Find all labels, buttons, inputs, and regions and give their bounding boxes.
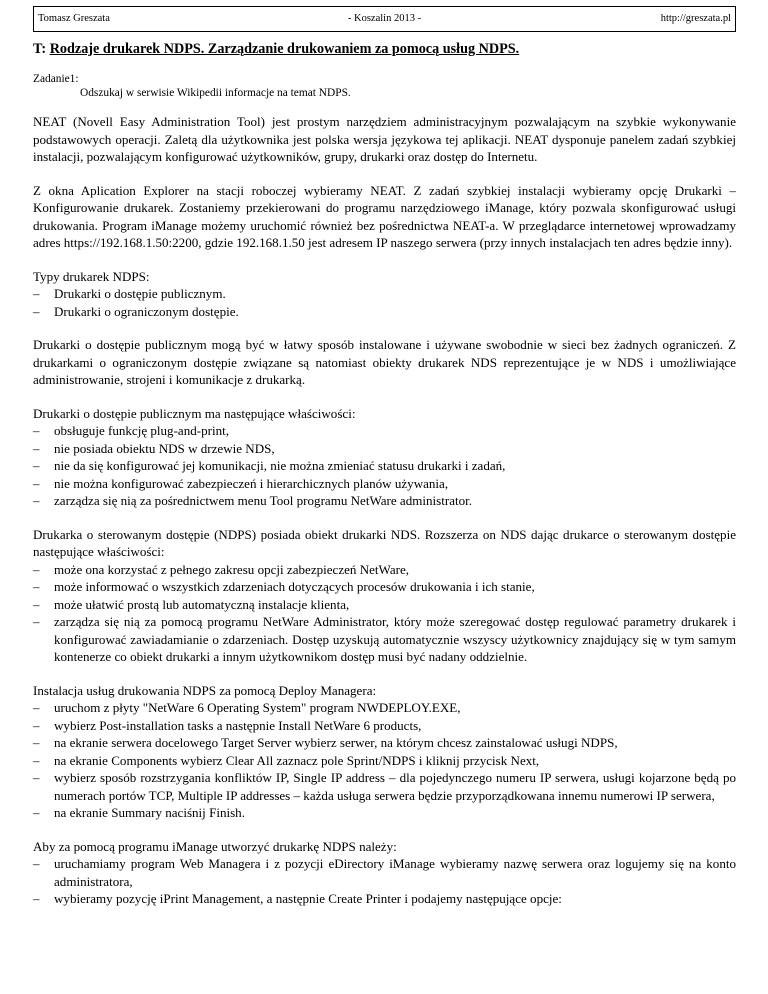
list-item: – nie da się konfigurować jej komunikacji, nie można zmieniać statusu drukarki i zadań, [33,457,736,475]
public-properties-list [33,422,736,510]
list-item: – może ona korzystać z pełnego zakresu opcji zabezpieczeń NetWare, [33,561,736,579]
imanage-printer-lead: Aby za pomocą programu iManage utworzyć drukarkę NDPS należy: [33,838,397,854]
deploy-manager-steps [33,699,736,822]
imanage-printer-steps [33,855,736,908]
list-item: – na ekranie serwera docelowego Target Server wybierz serwer, na którym chcesz zainstalować usługi NDPS, [33,734,736,752]
document-title [33,41,736,58]
header-author: Tomasz Greszata [38,13,110,24]
list-item: – nie posiada obiektu NDS w drzewie NDS, [33,440,736,458]
deploy-manager-lead: Instalacja usług drukowania NDPS za pomocą Deploy Managera: [33,682,377,698]
list-item: – wybierz Post-installation tasks a następnie Install NetWare 6 products, [33,717,736,735]
list-item: – nie można konfigurować zabezpieczeń i hierarchicznych planów używania, [33,475,736,493]
controlled-properties-lead: Drukarka o sterowanym dostępie (NDPS) posiada obiekt drukarki NDS. Rozszerza on NDS dając drukarce o sterowanym dostępie następujące właściwości: [33,526,736,559]
printer-types-lead: Typy drukarek NDPS: [33,268,150,284]
page-header [33,6,736,32]
list-item: – obsługuje funkcję plug-and-print, [33,422,736,440]
list-item: – Drukarki o ograniczonym dostępie. [33,303,736,321]
document-page [33,0,736,908]
list-item: – zarządza się nią za pomocą programu NetWare Administrator, który może szeregować dostęp regulować parametry drukarek i konfigurować zawiadamianie o zdarzeniach. Dostęp uzyskują automatycznie wszyscy użytkownicy znajdujący się w tym samym kontenerze co obiekt drukarki a innym użytkownikom dostęp musi być nadany oddzielnie. [33,613,736,666]
header-url: http://greszata.pl [660,13,731,24]
paragraph-public-printers: Drukarki o dostępie publicznym mogą być w łatwy sposób instalowane i używane swobodnie w sieci bez żadnych ograniczeń. Z drukarkami o ograniczonym dostępie związane są natomiast obiekty drukarek NDS reprezentujące je w NDS i umożliwiające administrowanie, strojeni i komunikacje z drukarką. [33,337,736,387]
list-item: – może ułatwić prostą lub automatyczną instalacje klienta, [33,596,736,614]
public-properties-lead: Drukarki o dostępie publicznym ma następujące właściwości: [33,405,356,421]
title-prefix: T: [33,41,50,57]
task-text: Odszukaj w serwisie Wikipedii informacje na temat NDPS. [80,87,351,99]
list-item: – na ekranie Components wybierz Clear All zaznacz pole Sprint/NDPS i kliknij przycisk Next, [33,752,736,770]
list-item: – wybieramy pozycję iPrint Management, a następnie Create Printer i podajemy następujące opcje: [33,890,736,908]
list-item: – uruchamiamy program Web Managera i z pozycji eDirectory iManage wybieramy nazwę serwera oraz logujemy się na konto administratora, [33,855,736,890]
controlled-properties-list [33,561,736,666]
list-item: – wybierz sposób rozstrzygania konfliktów IP, Single IP address – dla pojedynczego numeru IP serwera, usługi kojarzone będą po numerach portów TCP, Multiple IP addresses – każda usługa serwera będzie przyporządkowana innemu numerowi IP serwera, [33,769,736,804]
list-item: – na ekranie Summary naciśnij Finish. [33,804,736,822]
header-location: - Koszalin 2013 - [347,13,422,24]
paragraph-neat: NEAT (Novell Easy Administration Tool) jest prostym narzędziem administracyjnym pozwalającym na szybkie wykonywanie podstawowych operacji. Zaletą dla użytkownika jest polska wersja językowa tej aplikacji. NEAT dysponuje panelem zadań szybkiej instalacji, pozwalającym konfigurować użytkowników, grupy, drukarki oraz dostęp do Internetu. [33,114,736,164]
title-text: Rodzaje drukarek NDPS. Zarządzanie drukowaniem za pomocą usług NDPS. [49,41,520,57]
paragraph-imanage: Z okna Aplication Explorer na stacji roboczej wybieramy NEAT. Z zadań szybkiej instalacji wybieramy opcję Drukarki – Konfigurowanie drukarek. Zostaniemy przekierowani do programu narzędziowego iManage, który pozwala skonfigurować usługi drukowania. Program iManage możemy uruchomić również bez pośrednictwa NEAT-a. W przeglądarce internetowej wprowadzamy adres https://192.168.1.50:2200, gdzie 192.168.1.50 jest adresem IP naszego serwera (przy innych instalacjach ten adres będzie inny). [33,182,736,250]
list-item: – uruchom z płyty "NetWare 6 Operating System" program NWDEPLOY.EXE, [33,699,736,717]
task-label: Zadanie1: [33,73,79,85]
list-item: – Drukarki o dostępie publicznym. [33,285,736,303]
printer-types-list [33,285,736,320]
list-item: – może informować o wszystkich zdarzeniach dotyczących procesów drukowania i ich stanie, [33,578,736,596]
list-item: – zarządza się nią za pośrednictwem menu Tool programu NetWare administrator. [33,492,736,510]
